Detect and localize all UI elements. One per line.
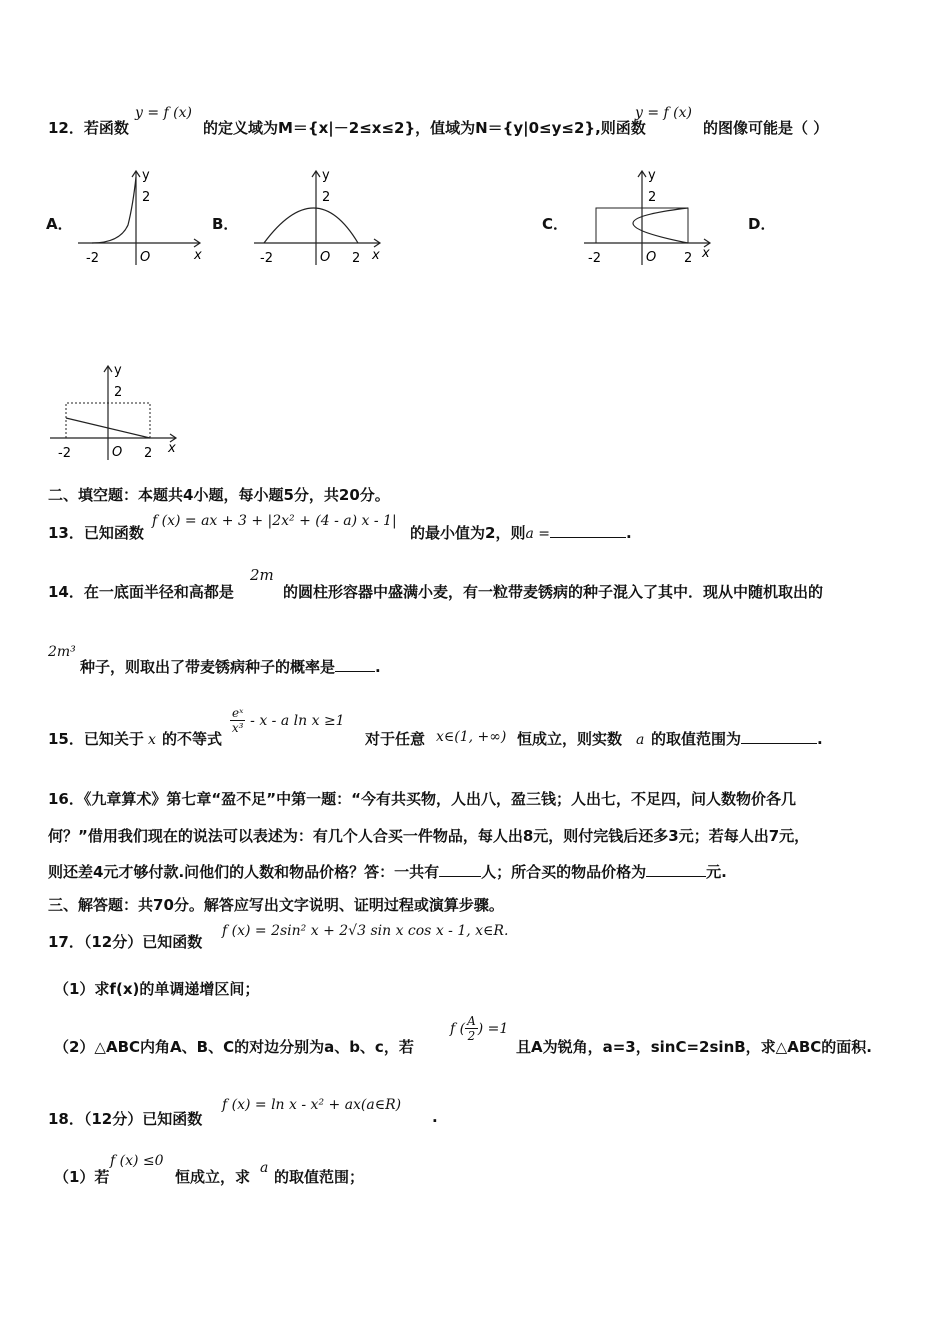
q16-line1 <box>48 788 796 809</box>
graph-b-curve <box>264 208 358 243</box>
q15-answer-blank[interactable] <box>741 729 817 744</box>
graph-b-tick-neg2: -2 <box>260 251 273 266</box>
q13-label <box>48 522 144 543</box>
q18-part1-expr: f (x) ≤0 <box>110 1153 164 1169</box>
graph-a-origin: O <box>140 250 151 265</box>
q15-fraction <box>230 706 245 735</box>
q15-frac-num: eˣ <box>232 706 244 720</box>
q16-people-blank[interactable] <box>439 862 481 877</box>
q17-number: 17． <box>48 933 84 951</box>
graph-c-tick-neg2: -2 <box>588 251 601 266</box>
q16-text-line3a: 则还差4元才够付款.问他们的人数和物品价格？答：一共有 <box>48 863 440 881</box>
q12-number: 12． <box>48 119 84 137</box>
q15-expr-range: x∈(1, +∞) <box>436 729 507 745</box>
q16-text-line2: 何？”借用我们现在的说法可以表述为：有几个人合买一件物品，每人出8元，则付完钱后还多3元；若每人出7元， <box>48 827 810 845</box>
q18-part1a: （1）若 <box>54 1168 110 1186</box>
q17-score: （12分）已知函数 <box>83 933 203 951</box>
q13-number: 13． <box>48 524 84 542</box>
q18-label <box>48 1108 202 1129</box>
graph-d-tick-pos2: 2 <box>144 446 153 461</box>
q12-expr-yfx-2: y = f (x) <box>635 105 692 121</box>
option-d-label: D． <box>748 215 776 233</box>
q15-number: 15． <box>48 730 84 748</box>
graph-a <box>70 165 210 270</box>
q17-condition <box>450 1014 508 1043</box>
q14-expr1: 2m <box>250 566 274 584</box>
q17-frac-den: 2 <box>465 1028 478 1043</box>
graph-d-tick-neg2: -2 <box>58 446 71 461</box>
q16-number: 16． <box>48 790 84 808</box>
q14-number: 14． <box>48 583 84 601</box>
graph-d-origin: O <box>112 445 123 460</box>
graph-c-y-label: y <box>648 168 656 183</box>
q18-expr: f (x) = ln x - x² + ax(a∈R) <box>222 1097 402 1113</box>
graph-c-x-label: x <box>702 246 710 261</box>
q16-line3 <box>48 861 727 882</box>
q15-var-x: x <box>148 732 156 748</box>
q17-expr: f (x) = 2sin² x + 2√3 sin x cos x - 1, x∈R. <box>222 923 509 939</box>
graph-d <box>46 360 186 465</box>
q17-part2b: 且A为锐角，a=3，sinC=2sinB，求△ABC的面积. <box>516 1038 872 1056</box>
q17-part2a: （2）△ABC内角A、B、C的对边分别为a、b、c，若 <box>54 1038 414 1056</box>
q18-end: . <box>432 1108 438 1126</box>
q15-end: . <box>817 730 823 748</box>
q14-expr2: 2m³ <box>48 644 76 660</box>
q13-end: . <box>625 524 632 542</box>
q15-text3: 对于任意 <box>365 730 426 748</box>
q15-text2: 的不等式 <box>162 730 223 748</box>
q18-part1b: 恒成立，求 <box>175 1168 251 1186</box>
graph-c-curve <box>633 208 688 243</box>
graph-b <box>250 165 390 270</box>
q16-text-line3c: 元. <box>706 863 727 881</box>
graph-a-tick-2: 2 <box>142 190 151 205</box>
q12-line <box>48 117 129 138</box>
graph-a-tick-neg2: -2 <box>86 251 99 266</box>
q16-text-line3b: 人；所合买的物品价格为 <box>481 863 647 881</box>
q14-line2 <box>80 656 381 677</box>
graph-b-y-label: y <box>322 168 330 183</box>
q15-text4: 恒成立，则实数 <box>517 730 623 748</box>
q15-var-a: a <box>636 732 645 748</box>
q17-expr-end: ) =1 <box>477 1021 509 1037</box>
q16-text-line1: 《九章算术》第七章“盈不足”中第一题：“今有共买物，人出八，盈三钱；人出七，不足四，问人数物价各几 <box>83 790 796 808</box>
q12-text1: 若函数 <box>83 119 129 137</box>
graph-c-tick-pos2: 2 <box>684 251 693 266</box>
option-c-label: C． <box>542 215 569 233</box>
q17-label <box>48 931 202 952</box>
option-a-label: A． <box>46 215 73 233</box>
q13-expr: f (x) = ax + 3 + |2x² + (4 - a) x - 1| <box>152 513 397 529</box>
q13-text2-wrap <box>410 522 632 543</box>
q15-inequality <box>230 706 345 735</box>
graph-d-tick-2: 2 <box>114 385 123 400</box>
graph-c <box>580 165 720 270</box>
q14-text2: 的圆柱形容器中盛满小麦，有一粒带麦锈病的种子混入了其中．现从中随机取出的 <box>283 583 824 601</box>
graph-c-origin: O <box>646 250 657 265</box>
graph-a-x-label: x <box>194 248 202 263</box>
q17-fraction <box>465 1014 478 1043</box>
q18-number: 18． <box>48 1110 84 1128</box>
graph-c-tick-2: 2 <box>648 190 657 205</box>
q16-price-blank[interactable] <box>646 862 706 877</box>
graph-b-x-label: x <box>372 248 380 263</box>
q13-text1: 已知函数 <box>83 524 144 542</box>
q14-answer-blank[interactable] <box>335 657 375 672</box>
q15-frac-den: x³ <box>231 721 244 735</box>
q17-expr-f: f ( <box>450 1021 466 1037</box>
graph-a-curve <box>92 177 136 243</box>
q14-text1: 在一底面半径和高都是 <box>83 583 234 601</box>
q13-answer-blank[interactable] <box>550 523 626 538</box>
q18-part1c: 的取值范围； <box>274 1168 365 1186</box>
q14-label <box>48 581 234 602</box>
option-b-label: B． <box>212 215 239 233</box>
q15-text5: 的取值范围为 <box>651 730 742 748</box>
q12-text3: 的图像可能是（ ） <box>703 119 829 137</box>
q13-var: a = <box>525 526 550 542</box>
graph-b-tick-2: 2 <box>322 190 331 205</box>
q14-text3: 种子，则取出了带麦锈病种子的概率是 <box>80 658 336 676</box>
graph-b-tick-pos2: 2 <box>352 251 361 266</box>
q18-part1-var: a <box>260 1160 269 1176</box>
q15-text1: 已知关于 <box>83 730 144 748</box>
q17-part1: （1）求f(x)的单调递增区间； <box>54 980 260 998</box>
q15-label <box>48 728 144 749</box>
graph-d-y-label: y <box>114 363 122 378</box>
section-2-heading: 二、填空题：本题共4小题，每小题5分，共20分。 <box>48 486 390 504</box>
q15-tail <box>651 728 823 749</box>
q14-end: . <box>375 658 381 676</box>
q15-expr-rest: - x - a ln x ≥1 <box>250 713 345 729</box>
q18-score: （12分）已知函数 <box>83 1110 203 1128</box>
graph-d-x-label: x <box>168 441 176 456</box>
q17-frac-num: A <box>467 1014 476 1028</box>
graph-a-y-label: y <box>142 168 150 183</box>
q12-expr-yfx-1: y = f (x) <box>135 105 192 121</box>
section-3-heading: 三、解答题：共70分。解答应写出文字说明、证明过程或演算步骤。 <box>48 896 504 914</box>
q13-text2: 的最小值为2，则 <box>410 524 526 542</box>
graph-b-origin: O <box>320 250 331 265</box>
q12-text2: 的定义域为M＝{x|－2≤x≤2}，值域为N＝{y|0≤y≤2},则函数 <box>203 119 646 137</box>
